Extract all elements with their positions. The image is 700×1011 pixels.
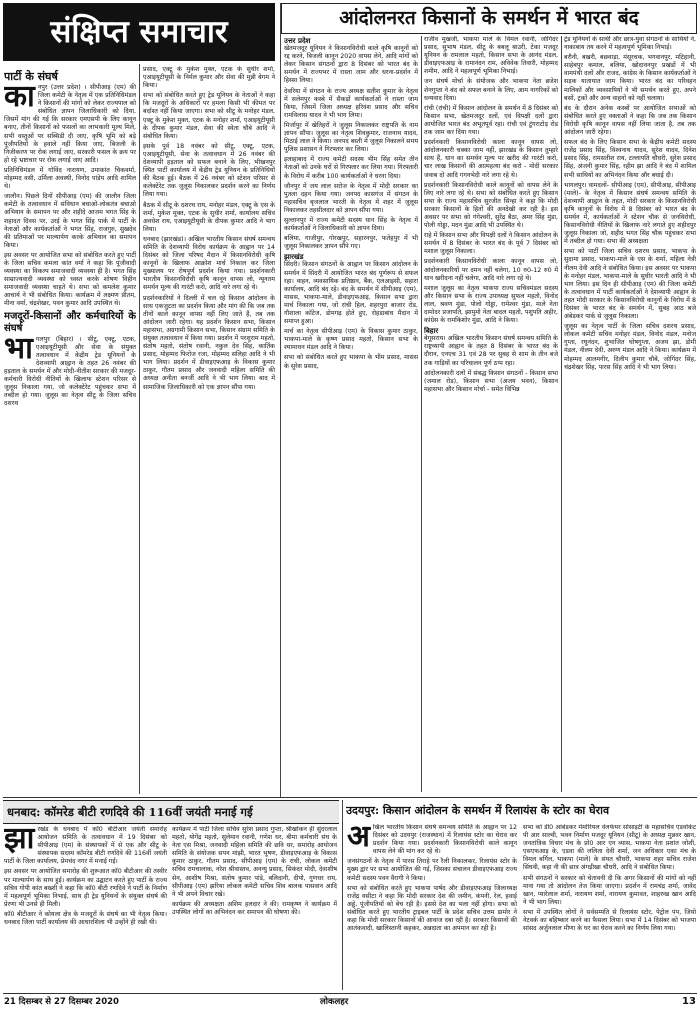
state-jharkhand-heading: झारखंड bbox=[284, 253, 304, 262]
bhagalpur-paragraph: भागलपुर (बिहार) । सीटू, एक्टू, एटक, एआइयूटीयूसी और सेवा के संयुक्त तत्वावधान में केंद्रीय ट्रेड यूनियनों के देशव्यापी आह्वान के तहत 26 नवंबर की हड़ताल के समर्थन में और मोदी-नीतीश सरकार की मजदूर-कर्मचारी विरोधी नीतियों के खिलाफ स्टेशन परिसर से जुलूस निकाला गया, जो कलेक्टेरेट पहुंचकर सभा में तब्दील हो गया। जुलूस का नेतृत्व सीटू के जिला सचिव दशरथ bbox=[4, 330, 136, 408]
udaipur-headline-box bbox=[346, 800, 697, 822]
brief-news-title-box bbox=[3, 3, 275, 61]
delegation-paragraph: प्रतिनिधिमंडल में गोविंद नारायण, उमाकांत चिकवर्मा, मोहम्मद वसी, उर्मिला अवस्थी, विनोद पांडेय आदि शामिल थे। bbox=[4, 166, 136, 191]
main-headline: आंदोलनरत किसानों के समर्थन में भारत बंद bbox=[339, 7, 639, 29]
state-bihar-heading: बिहार bbox=[424, 327, 439, 336]
udaipur-column-2: सभा को डी0 आंबेडकर मेमोरियल वेलफेयर सोसाइटी के महासचिव एडवोकेट पी आर साल्वी, भवन निर्माण मजदूर यूनियन (सीटू) के अध्यक्ष मुन्नवर खान, जनतांत्रिक विचार मंच के प्रो0 आर एन व्यास, भाकपा नेता प्रशांत जोशी, एसएफआइ के, एडवा की ललिता देवी शर्मा, जन अधिकार एका मंच के विमल बर्गिल, भाकपा (माले) के संयत चौधरी, भाकपा शहर सचिव राजेश सिंघवी, कहा नी की छात्र अंगड़ीखा चौधरी, आदि ने संबोधित किया। सभी संगठनों ने सरकार को चेतावनी दी कि अगर किसानों की मांगों को नहीं माना गया तो आंदोलन तेज किया जाएगा। प्रदर्शन में रामचंद्र शर्मा, जावेद खान, प्यारेलाल शर्मा, नारायण शर्मा, नारायण कुमावत, शाहरुख खान आदि ने भी भाग लिया। सभा में उपस्थित लोगों ने सर्वसम्मति से रिलायंस स्टोर, पेट्रोल पंप, जियो नेटवर्क का बहिष्कार करने का फैसला लिया। सभा में 14 दिसंबर को भाजपा सांसद अर्जुनलाल मीणा के घर का घेराव करने का निर्णय लिया गया। bbox=[523, 824, 696, 933]
main-headline-box bbox=[281, 3, 697, 34]
main-column-1: उत्तर प्रदेश खेतमजदूर यूनियन ने किसानविरोधी काले कृषि कानूनों को रद्द करने, बिजली कानून 2020 वापस लेने, आदि मांगों को लेकर किसान संगठनों द्वारा 8 दिसंबर को भारत बंद के समर्थन में राज्यभर में रास्ता जाम और धरना-प्रदर्शन में हिस्सा लिया। देवरिया में संगठन के राज्य अध्यक्ष सतीश कुमार के नेतृत्व में सलेमपुर कस्बे में सैकड़ों कार्यकर्ताओं ने रास्ता जाम किया, जिसमें जिला अध्यक्ष हरिवंश प्रसाद और सचिव रामविलास यादव ने भी भाग लिया। मिर्जापुर में खेतिहरों ने जुलूस निकालकर राष्ट्रपति के नाम ज्ञापन सौंपा। जुलूस का नेतृत्व शिवकुमार, राजनाथ यादव, मिठाई लाल ने किया। जनपद बस्ती में जुलूस निकालने समय पुलिस प्रशासन ने गिरफ्तार कर लिया। इलाहाबाद में राज्य कमेटी सदस्य भीम सिंह समेत तीन नेताओं को उनके घरों से गिरफ्तार कर लिया गया। गिरफ्तारी के विरोध में करीब 100 कार्यकर्ताओं ने धरना दिया। जौनपुर में जय लाल सरोज के नेतृत्व में मोदी सरकार का पुतला दहन किया गया। जनपद कासगंज में संगठन के महासचिव बृजलाल भारती के नेतृत्व में शहर में जुलूस निकालकर तहसीलदार को ज्ञापन सौंपा गया। सुल्तानपुर में राज्य कमेटी सदस्य धान सिंह के नेतृत्व में कार्यकर्ताओं ने जिलाधिकारी को ज्ञापन दिया। बलिया, गाजीपुर, गोरखपुर, सहारनपुर, फतेहपुर में भी जुलूस निकालकर ज्ञापन सौंपे गए। झारखंड सिंदरी। किसान संगठनों के आह्वान पर किसान आंदोलन के समर्थन में सिंदरी में आयोजित भारत बंद पूर्णरूप से सफल रहा। वाहन, व्यवसायिक प्रतिष्ठान, बैंक, एलआइसी, सहारा कार्यालय, आदि बंद रहे। बंद के समर्थन में सीपीआइ (एम), मासस, भाकपा-माले, डीवाइएफआइ, किसान सभा द्वारा मार्च निकाला गया, जो रांची हिल, शहरपुरा बाजार रोड, गौशाला कॉटेज, डोमगढ़ होते हुए, रोहडाबांध मैदान में समाप्त हुआ। मार्च का नेतृत्व सीपीआइ (एम) के विकास कुमार ठाकुर, भाकपा-माले के कृष्ण प्रसाद महतो, किसान सभा के श्यामाधन मंडल आदि ने किया। सभा को संबोधित करते हुए भाकपा के भीम प्रसाद, मासस के सुरेश प्रसाद, bbox=[284, 37, 418, 370]
party-struggle-heading: पार्टी के संघर्ष bbox=[4, 70, 58, 83]
udaipur-column-1: अखिल भारतीय किसान संघर्ष समन्वय समिति के आह्वान पर 12 दिसंबर को उदयपुर (राजस्थान) में रिलायंस स्टोर का घेराव कर प्रदर्शन किया गया। प्रदर्शनकारी किसानविरोधी काले कानून वापस लेने की मांग कर रहे थे। जनसंगठनों के नेतृत्व में पारस तिराहे पर रैली निकालकर, रिलायंस स्टोर के मुख्य द्वार पर सभा आयोजित की गई, जिसका संचालन डीवाइएफआइ राज्य कमेटी सदस्य पवन वैरागी ने किया। सभा को संबोधित करते हुए भाकपा पार्षद और डीवाइएफआइ जिलाध्यक्ष राजेंद्र वसीटा ने कहा कि मोदी सरकार देश की जमीन, कंपनी, रेल, हवाई अड्डे, पूंजीपतियों को बेच रही है। इससे देश का भला नहीं होगा। सभा को संबोधित करते हुए भारतीय ट्राइबल पार्टी के प्रदेश सचिव उत्तम डामोर ने कहा कि मोदी सरकार किसानों की आवाज दबा रही है। सरकार किसानों की आतंकवादी, खालिस्तानी कहकर, अन्नदाता का अपमान कर रही है। bbox=[347, 824, 517, 933]
bhagalpur-dropcap: भा bbox=[4, 330, 33, 366]
page-number: 13 bbox=[682, 996, 696, 1007]
dhanbad-headline-box bbox=[3, 800, 339, 824]
meeting-paragraph: इस अवसर पर आयोजित सभा को संबोधित करते हुए पार्टी के जिला सचिव कमला कांत वर्मा ने कहा कि पूंजीवादी व्यवस्था का विकल्प समाजवादी व्यवस्था ही है। भगत सिंह साम्राज्यवादी व्यवस्था को ध्वस्त करके शोषण विहीन समाजवादी व्यवस्था चाहते थे। सभा को कमलेश कुमार आचार्य ने भी संबोधित किया। कार्यक्रम में लक्ष्मण प्रीतम, मीना वर्मा, चंद्रशेखर, पवन कुमार आदि उपस्थित थे। bbox=[4, 251, 136, 308]
issue-date: 21 दिसम्बर से 27 दिसम्बर 2020 bbox=[4, 997, 119, 1007]
state-up-heading: उत्तर प्रदेश bbox=[284, 37, 311, 45]
udaipur-headline: उदयपुर: किसान आंदोलन के समर्थन में रिलायंस के स्टोर का घेराव bbox=[346, 804, 610, 817]
main-column-3: ट्रेड यूनियनों के साथी और छात्र-युवा संगठनों के साथियों ने, नाकाबाय तय करने में महत्वपूर्ण भूमिका निभाई। बरौनी, बखरी, बछवाड़ा, मंसूरचक, भगवानपुर, मटिहानी, साहेबपुर कमाल, बलिया, खोदावनपुर प्रखंडों में भी वामपंथी दलों और राजद, कांग्रेस के किसान कार्यकर्ताओं ने सड़क यातायात जाम किया। भारत बंद का परिवहन मालिकों और व्यवसायियों ने भी समर्थन करते हुए, अपने बसों, ट्रकों और अन्य वाहनों को नहीं चलाया। बंद के दौरान अनेक कस्बों पर आयोजित सभाओं को संबोधित करते हुए वक्ताओं ने कहा कि जब तक किसान विरोधी कृषि कानून वापस नहीं लिया जाता है, तब तक आंदोलन जारी रहेगा। सफल बंद के लिए किसान सभा के केंद्रीय कमेटी सदस्य राजेंद्र प्रसाद सिंह, विश्वनाथ यादव, सुरेश यादव, दिनेश प्रसाद सिंह, रामसतीश राय, टल्लापति चौधरी, सुरेश प्रसाद सिंह, अंजनी कुमार सिंह, रहीम झा आदि ने बंद में शामिल सभी साथियों का अभिनंदन किया और बधाई दी। भागलपुर। वामदलों- सीपीआइ (एम), सीपीआइ, सीपीआइ (माले)- के नेतृत्व में किसान संघर्ष समन्वय समिति के देशव्यापी आह्वान के तहत, मोदी सरकार के किसानविरोधी कृषि कानूनों के विरोध में 8 दिसंबर को भारत बंद के समर्थन में, कार्यकर्ताओं ने स्टेशन चौक से जनविरोधी, किसानविरोधी नीतियों के खिलाफ नारे लगाते हुए शहीदपुर जुलूस निकाला जो, शहीद भगत सिंह चौक पहुंचकर सभा में तब्दील हो गया। सभा की अध्यक्षता सभा को पार्टी जिला सचिव दशरथ प्रसाद, भाकपा के सुदामा प्रसाद, भाकपा-माले के एस के शर्मा, महिला नेत्री नीलम देवी आदि ने संबोधित किया। इस अवसर पर भाकपा के मनोहर मंडल, भाकपा-माले के सुधीर भारती आदि ने भी भाग लिया। इस दिन ही सीपीआइ (एम) की जिला कमेटी के तत्वावधान में पार्टी कार्यकर्ताओं ने देशव्यापी आह्वान के तहत मोदी सरकार के किसानविरोधी कानूनों के विरोध में 8 दिसंबर के भारत बंद के समर्थन में, सुबह आठ बजे अंबेडकर पार्क से जुलूस निकाला। जुलूस का नेतृत्व पार्टी के जिला सचिव दशरथ प्रसाद, लोकल कमेटी सचिव मनोहर मंडल, विनोद मंडल, मनोज गुप्ता, रघुनंदन, शुभाजित घोषगुप्ता, अजय झा, डोमी मंडल, नीलम देवी, अरुण मंडल आदि ने किया। कार्यक्रम में मोहम्मद आलमगीर, दिलीप कुमार चौबे, जोगिंदर सिंह, चंद्रशेखर सिंह, पारस सिंह आदि ने भी भाग लिया। bbox=[564, 36, 696, 371]
dhanbad-dropcap: झा bbox=[4, 826, 35, 856]
workers-struggle-heading: मजदूरों-किसानों और कर्मचारियों के संघर्ष bbox=[4, 310, 136, 334]
kanpur-paragraph: कानपुर (उत्तर प्रदेश) । सीपीआइ (एम) की जिला कमेटी के नेतृत्व में एक प्रतिनिधिमंडल ने किसानों की मांगों को लेकर राज्यपाल को संबोधित ज्ञापन जिलाधिकारी को दिया, जिसमें मांग की गई कि सरकार एमएसपी के लिए कानून बनाए, तीनों किसानों को फसलों का लाभकारी मूल्य मिले, सभी वस्तुओं पर सब्सिडी दी जाए, कृषि भूमि को बड़े पूंजीपतियों के हवाले नहीं किया जाए, बिजली के निजीकरण पर रोक लगाई जाए, सरकारी फसल के क्रय पर हो रहे भ्रष्टाचार पर रोक लगाई जाए आदि। bbox=[4, 79, 136, 164]
dhanbad-brief-paragraph: धनबाद (झारखंड)। अखिल भारतीय किसान संघर्ष समन्वय समिति के देशव्यापी विरोध कार्यक्रम के आह्वान पर 14 दिसंबर को जिला परिषद मैदान में किसानविरोधी कृषि कानूनों के खिलाफ आक्रोश मार्च निकाल कर जिला मुख्यालय पर रोषपूर्ण प्रदर्शन किया गया। प्रदर्शनकारी भारतीय किसानविरोधी कृषि कानून वापस लो, न्यूनतम समर्थन मूल्य की गारंटी करो, आदि नारे लगा रहे थे। bbox=[143, 235, 275, 292]
main-column-2: राजीव मुखर्जी, भाकपा माले के विमल रवानी, जोगिंदर प्रसाद, सुभाष मंडल, सीटू के बबलू बाउरी, टेका मजदूर यूनियन के रामलाल महतो, किसान सभा के आनंद मंडल, डीवाइएफआइ के रामानंदन राम, अविवेक तिवारी, मोहम्मद शमीम, आदि ने महत्वपूर्ण भूमिका निभाई। जन संघर्ष मोर्चा के संयोजक और भाकपा नेता ब्रजेश शेनगुप्ता ने बंद को सफल बनाने के लिए, आम नागरिकों को धन्यवाद दिया। रांची (रांची) में किसान आंदोलन के समर्थन में 8 दिसंबर को किसान सभा, खेतमजदूर दलों, एवं विपक्षी दलों द्वारा आयोजित भारत बंद अभूतपूर्व रहा। रांची एवं टुंगराटोड़ रोड तक जाम कर दिया गया। प्रदर्शनकारी किसानविरोधी काला कानून वापस लो, आंदोलनकारी चक्का जाम नहीं, झारखंड के किसान तुम्हारे साथ हैं, धान का समर्थन मूल्य पर खरीद की गारंटी करो, चार लाख किसानों की आत्महत्या बंद करो - मोदी सरकार जवाब दो आदि गगनभेदी नारे लगा रहे थे। प्रदर्शनकारी किसानविरोधी काले कानूनों को वापस लेने के लिए नारे लगा रहे थे। सभा को संबोधित करते हुए किसान सभा के राज्य महासचिव सुरजीत सिन्हा ने कहा कि मोदी सरकार किसानों के हितों की अनदेखी कर रही है। इस अवसर पर सभा को गंगेश्वरी, सुरेंद्र बैठा, अमर सिंह मुंडा, पोली गोड्डा, मदन मुंडा आदि भी उपस्थित थे। राहे में किसान सभा और विपक्षी दलों ने किसान आंदोलन के समर्थन में 8 दिसंबर के भारत बंद के पूर्व 7 दिसंबर को मशाल जुलूस निकाला। प्रदर्शनकारी किसानविरोधी काला कानून वापस लो, आंदोलनकारियों पर दमन नहीं चलेगा, 10 रु0-12 रु0 में धान खरीदना नहीं चलेगा, आदि नारे लगा रहे थे। मशाल जुलूस का नेतृत्व भाकपा राज्य सचिवमंडल सदस्य और किसान सभा के राज्य उपाध्यक्ष सुफल महतो, विनोद लाल, श्रवण मुंडा, पोलो गोड्डा, रामेश्वर मुंडा, माले नेता दामोदर प्रजापति, झामुमो नेता बादल महतो, पशुपति अहीर, कांग्रेस के रामकिशोर मुंडा, आदि ने किया। बिहार बेगूसराय। अखिल भारतीय किसान संघर्ष समन्वय समिति के राष्ट्रव्यापी आह्वान के तहत 8 दिसंबर के भारत बंद के दौरान, एनएच 31 एवं 28 पर सुबह से शाम के तीन बजे तक गाड़ियों का परिचालन पूर्ण ठप्प रहा। आंदोलनकारी दलों में संबद्ध किसान संगठनों - किसान सभा (जमाल रोड), किसान सभा (अजय भवन), किसान महासभा और किसान मोर्चा - समेत विभिन्न bbox=[424, 36, 558, 393]
jalaun-paragraph: जालौन। पिछले दिनों सीपीआइ (एम) की जालौन जिला कमेटी के तत्वावधान में संविधान बचाओ-लोकतंत्र बचाओ अभियान के समापन पर और शहीदे आजम भगत सिंह के शहादत दिवस पर, उरई के भगत सिंह पार्क में पार्टी के नेताओं और कार्यकर्ताओं ने भगत सिंह, राजगुरु, सुखदेव की प्रतिमाओं पर माल्यार्पण करके अभियान का समापन किया। bbox=[4, 193, 136, 249]
dhanbad-column-1: झारखंड के धनबाद में कॉ0 बीटीआर जयंती समारोह आयोजन समिति के तत्वावधान में 19 दिसंबर को सीपीआइ (एम) के संस्थापकों में से एक और सीटू के संस्थापक सदस्य कॉमरेड बीटी रणदिवे की 116वीं जयंती पार्टी के जिला कार्यालय, प्रेमचंद नगर में मनाई गई। इस अवसर पर आयोजित समारोह की शुरूआत कॉ0 बीटीआर की तस्वीर पर माल्यार्पण के साथ हुई। कार्यक्रम का उद्घाटन करते हुए पार्टी के राज्य सचिव गोपी कांत बख्शी ने कहा कि कॉ0 बीटी रणदिवे ने पार्टी के निर्माण में महत्वपूर्ण भूमिका निभाई, साथ ही ट्रेड यूनियनों के संयुक्त संघर्ष की प्रेरणा भी उनसे ही मिली। कॉ0 बीटीआर ने कोयला क्षेत्र के मजदूरों के संघर्ष का भी नेतृत्व किया। धनबाद जिला पार्टी कार्यालय की आधारशिला भी उन्होंने ही रखी थी। bbox=[4, 826, 167, 927]
brief-column-2: प्रसाद, एक्टू के मुकेश मुक्त, एटक के सुधीर शर्मा, एआइयूटीयूसी के निर्मल कुमार और सेवा की मुन्नी बेगम ने किया। सभा को संबोधित करते हुए ट्रेड यूनियन के नेताओं ने कहा कि मजदूरों के अधिकारों पर हमला किसी भी कीमत पर बर्दाश्त नहीं किया जाएगा। सभा को सीटू के मनोहर मंडल, एक्टू के मुकेश मुक्त, एटक के मनोहर शर्मा, एआइयूटीयूसी के दीपक कुमार मंडल, सेवा की स्वेता चौबे आदि ने संबोधित किया। इसके पूर्व 18 नवंबर को सीटू, एक्टू, एटक, एआइयूटीयूसी, सेवा के तत्वावधान में 26 नवंबर की देशव्यापी हड़ताल को सफल बनाने के लिए, भीखनपुर स्थित पार्टी कार्यालय में केंद्रीय ट्रेड यूनियन के प्रतिनिधियों की बैठक हुई। बैठक में 26 नवंबर को स्टेशन परिसर से कलेक्टेरेट तक जुलूस निकालकर प्रदर्शन करने का निर्णय लिया गया। बैठक में सीटू के दशरथ राय, मनोहर मंडल, एक्टू के एस के शर्मा, मुकेश मुक्त, एटक के सुधीर शर्मा, कार्यालय सचिव अवधेश राय, एआइयूटीयूसी के दीपक कुमार आदि ने भाग लिया। धनबाद (झारखंड)। अखिल भारतीय किसान संघर्ष समन्वय समिति के देशव्यापी विरोध कार्यक्रम के आह्वान पर 14 दिसंबर को जिला परिषद मैदान में किसानविरोधी कृषि कानूनों के खिलाफ आक्रोश मार्च निकाल कर जिला मुख्यालय पर रोषपूर्ण प्रदर्शन किया गया। प्रदर्शनकारी भारतीय किसानविरोधी कृषि कानून वापस लो, न्यूनतम समर्थन मूल्य की गारंटी करो, आदि नारे लगा रहे थे। प्रदर्शनकारियों ने दिल्ली में चल रहे किसान आंदोलन के साथ एकजुटता का प्रदर्शन किया और मांग की कि जब तक तीनों काले कानून वापस नहीं लिए जाते हैं, तब तक आंदोलन जारी रहेगा। यह प्रदर्शन किसान सभा, किसान महासभा, अग्रगामी किसान सभा, किसान संग्राम समिति के संयुक्त तत्वावधान में किया गया। प्रदर्शन में परशुराम महतो, संतोष महतो, संतोष रवानी, नकुल देव सिंह, कार्तिक प्रसाद, मोहम्मद फिरोज रजा, मोहम्मद सलिहा आदि ने भी भाग लिया। प्रदर्शन में डीवाइएफआइ के विकास कुमार ठाकुर, गौतम प्रसाद और जनवादी महिला समिति की अध्यक्ष अनीता बनर्जी आदि ने भी भाग लिया। बाद में सामाजिक जिलाधिकारी को एक ज्ञापन सौंपा गया। bbox=[143, 66, 275, 391]
newspaper-name: लोकलहर bbox=[320, 997, 349, 1007]
dhanbad-column-2: कार्यक्रम में पार्टी जिला सचिव सुरेश प्रसाद गुप्ता, श्रीखोकन ही सुंदरलाल महतो, योगेंद्र महतो, सुलेमान रवानी, गणेश धर, बीमा कर्मचारी संघ के नेता एस मिश्रा, जनवादी महिला समिति की छवि धर, समारोह आयोजन समिति के संयोजक सपन मांझी, भारत भूषण, डीवाइएफआइ के विकास कुमार ठाकुर, गौतम प्रसाद, सीपीआइ (एम) के रांची, लोकल कमेटी सचिव रामचालाक, नरेश श्रीवास्तव, अनन्यु प्रसाद, सिकंदर मोदी, देवाशीष सेन, आशीष मिश्रा, संतोष कुमार पांडे, बलिदानी, दीपो, गुणधर राय, सीपीआइ (एम) झरिया लोकल कमेटी सचिव शिव बालक पासवान आदि ने भी अपने विचार रखे। कार्यक्रम की अध्यक्षता अशिम हलदार ने की। रामकृष्ण ने कार्यक्रम में उपस्थित लोगों का अभिनंदन कर समापन की घोषणा की। bbox=[172, 826, 337, 916]
dhanbad-headline: धनबाद: कॉमरेड बीटी रणदिवे की 116वीं जयंती मनाई गई bbox=[7, 805, 253, 819]
brief-column-1 bbox=[4, 68, 136, 792]
brief-news-title: संक्षिप्त समाचार bbox=[50, 14, 228, 50]
kanpur-dropcap: का bbox=[4, 79, 35, 114]
udaipur-dropcap: अ bbox=[347, 824, 370, 854]
